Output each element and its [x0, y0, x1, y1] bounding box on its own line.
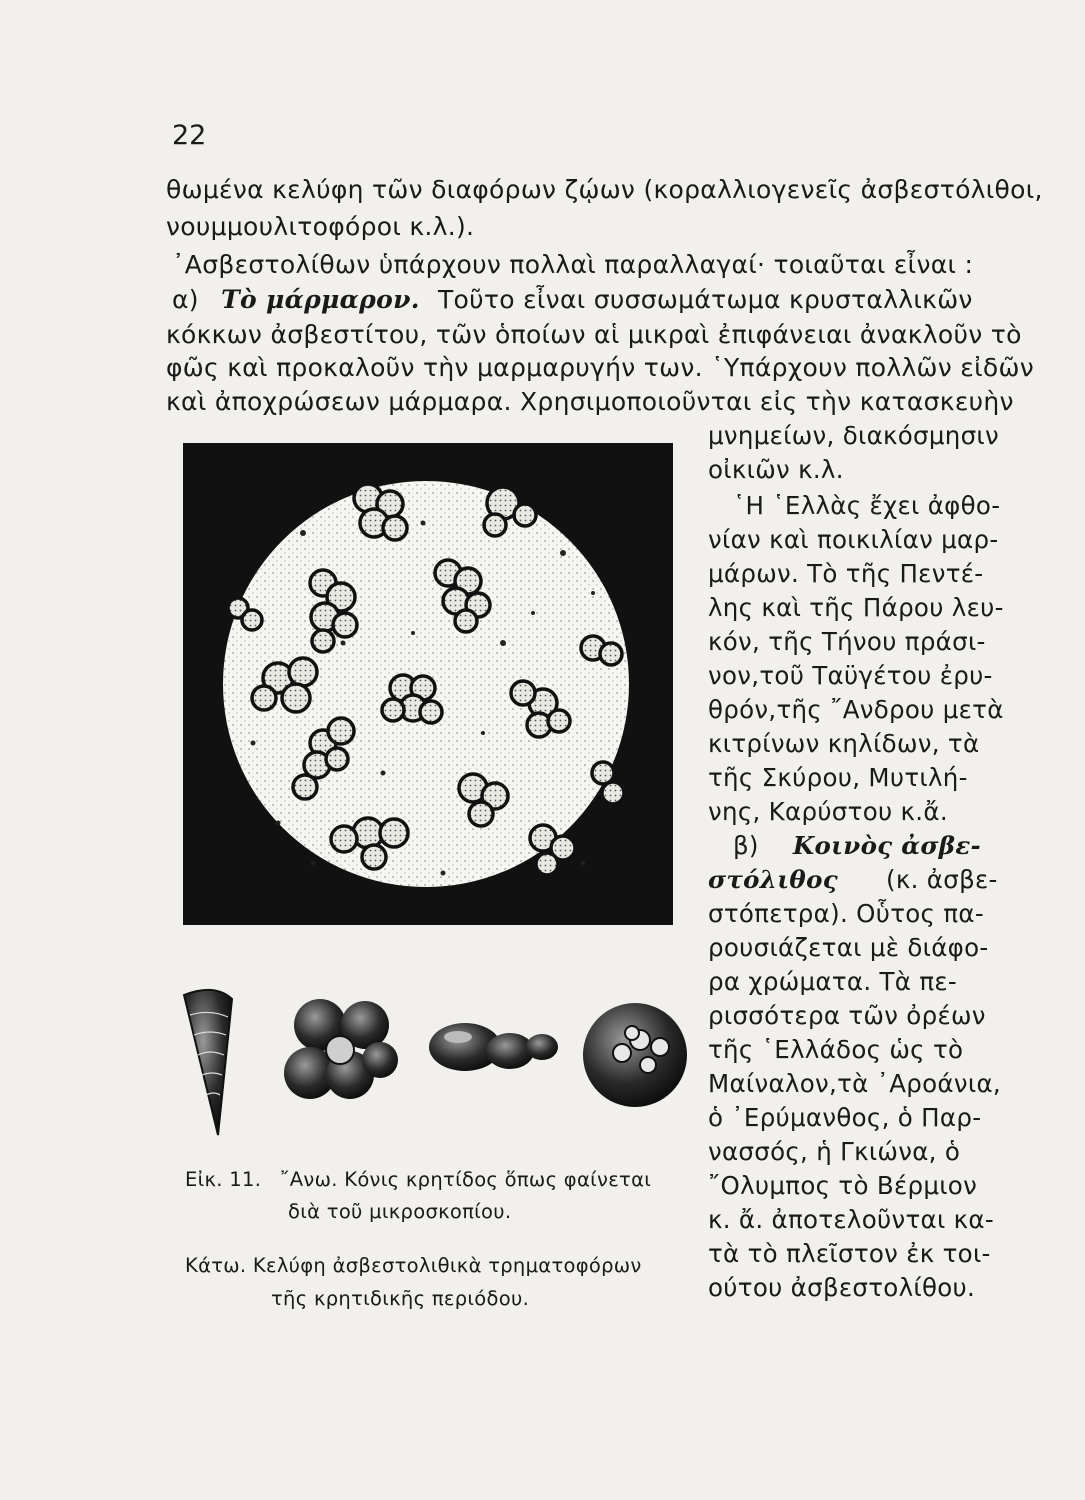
column-line: μάρων. Τὸ τῆς Πεντέ-: [708, 559, 984, 588]
column-line: νασσός, ἡ Γκιώνα, ὁ: [708, 1137, 961, 1166]
body-line: καὶ ἀποχρώσεων μάρμαρα. Χρησιμοποιοῦνται εἰς τὴν κατασκευὴν: [166, 387, 1014, 416]
marble-text: Τοῦτο εἶναι συσσωμάτωμα κρυσταλλικῶν: [437, 285, 973, 314]
column-line: νης, Καρύστου κ.ἄ.: [708, 797, 948, 826]
column-line: μνημείων, διακόσμησιν: [708, 421, 1000, 450]
column-line: κ. ἄ. ἀποτελοῦνται κα-: [708, 1205, 994, 1234]
column-line: ῾Η ῾Ελλὰς ἔχει ἀφθο-: [733, 491, 1001, 520]
column-line: ὁ ᾿Ερύμανθος, ὁ Παρ-: [708, 1103, 982, 1132]
spiral-shell: [583, 1003, 687, 1107]
body-line: ᾿Ασβεστολίθων ὑπάρχουν πολλαὶ παραλλαγαί· τοιαῦται εἶναι :: [172, 250, 974, 279]
body-line: κόκκων ἀσβεστίτου, τῶν ὁποίων αἱ μικραὶ ἐπιφάνειαι ἀνακλοῦν τὸ: [166, 320, 1022, 349]
column-line: Μαίναλον,τὰ ᾿Αροάνια,: [708, 1069, 1001, 1098]
conical-shell: [184, 990, 232, 1135]
body-line: θωμένα κελύφη τῶν διαφόρων ζῴων (κοραλλιογενεῖς ἀσβεστόλιθοι,: [166, 175, 1043, 204]
column-line: τὰ τὸ πλεῖστον ἐκ τοι-: [708, 1239, 991, 1268]
shells-drawing: [170, 985, 700, 1145]
figure-caption-line: [185, 1168, 651, 1191]
marble-prefix: α): [172, 285, 199, 314]
column-line: ούτου ἀσβεστολίθου.: [708, 1273, 976, 1302]
column-line: θρόν,τῆς ῎Ανδρου μετὰ: [708, 695, 1004, 724]
body-line: φῶς καὶ προκαλοῦν τὴν μαρμαρυγήν των. ῾Υπάρχουν πολλῶν εἰδῶν: [166, 353, 1034, 382]
column-line: νίαν καὶ ποικιλίαν μαρ-: [708, 525, 999, 554]
column-line: ρα χρώματα. Τὰ πε-: [708, 967, 958, 996]
column-line: στόπετρα). Οὗτος πα-: [708, 899, 984, 928]
caption-upper-cont: διὰ τοῦ μικροσκοπίου.: [288, 1200, 512, 1223]
caption-lower-cont: τῆς κρητιδικῆς περιόδου.: [271, 1287, 530, 1310]
column-line: τῆς ῾Ελλάδος ὡς τὸ: [708, 1035, 964, 1064]
marble-heading-line: [172, 285, 973, 314]
column-line: κόν, τῆς Τήνου πράσι-: [708, 627, 986, 656]
microscope-view: [183, 443, 673, 925]
caption-upper: ῎Ανω. Κόνις κρητίδος ὅπως φαίνεται: [279, 1168, 652, 1191]
limestone-term: στόλιθος: [708, 865, 838, 894]
column-line: τῆς Σκύρου, Μυτιλή-: [708, 763, 968, 792]
marble-term: Τὸ μάρμαρον.: [221, 285, 420, 314]
limestone-term: Κοινὸς ἀσβε-: [792, 831, 982, 860]
caption-lower: Κάτω. Κελύφη ἀσβεστολιθικὰ τρηματοφόρων: [185, 1254, 642, 1277]
column-line: νον,τοῦ Ταϋγέτου ἐρυ-: [708, 661, 993, 690]
column-line: κιτρίνων κηλίδων, τὰ: [708, 729, 980, 758]
body-line: νουμμουλιτοφόροι κ.λ.).: [166, 212, 475, 241]
figure-label: Εἰκ. 11.: [185, 1168, 262, 1191]
column-line: ῎Ολυμπος τὸ Βέρμιον: [708, 1171, 978, 1200]
limestone-heading-line: [733, 831, 981, 860]
globular-shell: [284, 999, 398, 1099]
microscope-figure: [183, 443, 673, 925]
limestone-text: (κ. ἀσβε-: [886, 865, 998, 894]
column-line: οἰκιῶν κ.λ.: [708, 455, 844, 484]
elongated-shell: [429, 1023, 558, 1071]
page-number: 22: [172, 120, 207, 151]
column-line: ρισσότερα τῶν ὀρέων: [708, 1001, 986, 1030]
column-line: ρουσιάζεται μὲ διάφο-: [708, 933, 989, 962]
foraminifera-figure: [170, 985, 700, 1145]
limestone-prefix: β): [733, 831, 759, 860]
limestone-heading-line-2: [708, 865, 998, 894]
column-line: λης καὶ τῆς Πάρου λευ-: [708, 593, 1004, 622]
